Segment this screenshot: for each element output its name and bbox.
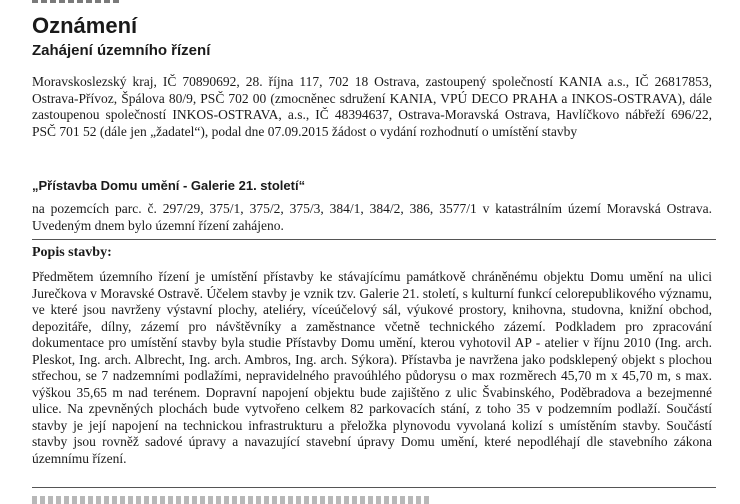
applicant-paragraph: Moravskoslezský kraj, IČ 70890692, 28. října 117, 702 18 Ostrava, zastoupený společností KANIA a.s., IČ 26817853, Ostrava-Přívoz, Špálova 80/9, PSČ 702 00 (zmocněnec sdružení KANIA, VPÚ DECO PRAHA a INKOS-OSTRAVA), dále zastoupenou společností INKOS-OSTRAVA, a.s., IČ 48394637, Ostrava-Moravská Ostrava, Havlíčkovo nábřeží 696/22, PSČ 701 52 (dále jen „žadatel“), podal dne 07.09.2015 žádost o vydání rozhodnutí o umístění stavby <box>32 74 712 139</box>
section-divider-bottom <box>32 487 716 488</box>
building-title: „Přístavba Domu umění - Galerie 21. století“ <box>32 178 306 193</box>
description-paragraph: Předmětem územního řízení je umístění přístavby ke stávajícímu památkově chráněnému objektu Domu umění na ulici Jurečkova v Moravské Ostravě. Účelem stavby je vznik tzv. Galerie 21. století, s kulturní funkcí celorepublikového významu, ve které jsou navrženy výstavní plochy, ateliéry, víceúčelový sál, výukové prostory, knihovna, studovna, knižní obchod, depozitáře, dílny, zázemí pro návštěvníky a zaměstnance včetně technického zázemí. Podkladem pro zpracování dokumentace pro umístění stavby byla studie Přístavby Domu umění, kterou vyhotovil AP - atelier v říjnu 2010 (Ing. arch. Pleskot, Ing. arch. Albrecht, Ing. arch. Ambros, Ing. arch. Sýkora). Přístavba je navržena jako podsklepený objekt s plochou střechou, se 7 nadzemními podlažími, nepravidelného pravoúhlého půdorysu o max rozměrech 45,70 m x 45,70 m, s max. výškou 35,65 m nad terénem. Dopravní napojení objektu bude zajištěno z ulic Švabinského, Poděbradova a bezejmenné ulice. Na zpevněných plochách bude vytvořeno celkem 82 parkovacích stání, z toho 35 v podzemním podlaží. Součástí stavby je její napojení na technickou infrastrukturu a přeložka plynovodu vyvolaná kolizí s umístěním stavby. Součástí stavby jsou rovněž sadové úpravy a navazující stavební úpravy Domu umění, které nepodléhají dle stavebního zákona územnímu řízení. <box>32 269 712 466</box>
section-heading: Popis stavby: <box>32 245 112 260</box>
cut-off-text-bottom <box>32 496 432 504</box>
document-title: Oznámení <box>32 13 138 38</box>
document-subtitle: Zahájení územního řízení <box>32 42 211 59</box>
cut-off-text-top <box>32 0 122 3</box>
parcels-paragraph: na pozemcích parc. č. 297/29, 375/1, 375/2, 375/3, 384/1, 384/2, 386, 3577/1 v katastrálním území Moravská Ostrava. Uvedeným dnem bylo územní řízení zahájeno. <box>32 201 712 233</box>
section-divider-top <box>32 239 716 240</box>
